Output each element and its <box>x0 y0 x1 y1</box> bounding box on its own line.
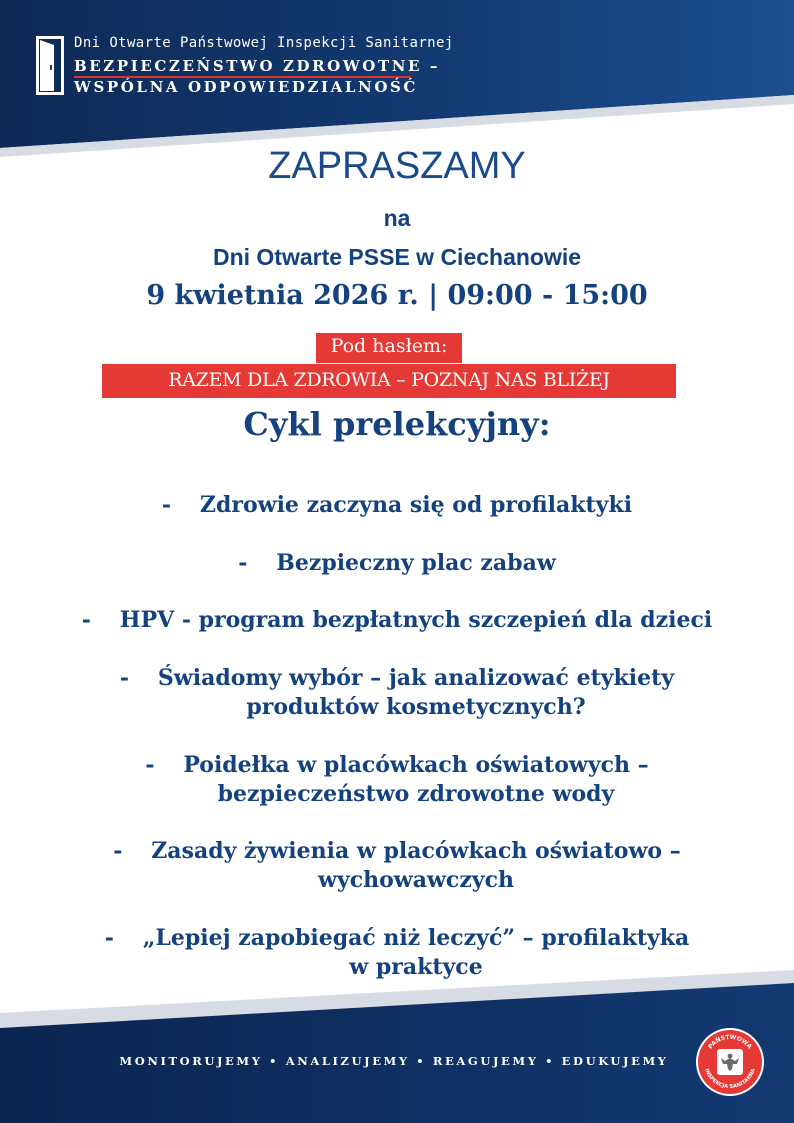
list-dash: - <box>119 665 130 691</box>
list-dash: - <box>161 492 172 518</box>
lecture-cycle-title: Cykl prelekcyjny: <box>243 405 551 443</box>
lecture-title: „Lepiej zapobiegać niż leczyć” – profilaktyka <box>142 925 690 951</box>
seal-text-top: PAŃSTWOWA <box>706 1033 754 1051</box>
slogan-text: RAZEM DLA ZDROWIA – POZNAJ NAS BLIŻEJ <box>168 369 610 391</box>
event-date: 9 kwietnia 2026 r. | 09:00 - 15:00 <box>146 280 648 311</box>
list-item <box>0 924 794 982</box>
lecture-title: Poidełka w placówkach oświatowych – <box>183 752 649 778</box>
seal-text-bottom: INSPEKCJA SANITARNA <box>703 1067 757 1091</box>
list-item <box>0 549 794 578</box>
list-item <box>0 606 794 635</box>
lecture-title: Zasady żywienia w placówkach oświatowo – <box>151 838 681 864</box>
inspection-seal-logo <box>695 1027 765 1097</box>
list-item <box>0 751 794 809</box>
lecture-title: HPV - program bezpłatnych szczepień dla dzieci <box>119 607 713 633</box>
page-title: ZAPRASZAMY <box>268 145 526 187</box>
list-item <box>0 837 794 895</box>
list-item <box>0 491 794 520</box>
door-logo-icon <box>36 36 66 96</box>
list-dash: - <box>145 752 155 778</box>
header-slogan-line2: WSPÓLNA ODPOWIEDZIALNOŚĆ <box>74 78 418 96</box>
list-item <box>0 664 794 722</box>
list-dash: - <box>238 550 248 576</box>
lecture-title: Świadomy wybór – jak analizować etykiety <box>157 665 675 691</box>
lecture-title-cont: bezpieczeństwo zdrowotne wody <box>217 781 615 807</box>
lecture-title-cont: produktów kosmetycznych? <box>246 694 586 720</box>
lecture-title: Bezpieczny plac zabaw <box>276 550 556 576</box>
header-event-name: Dni Otwarte Państwowej Inspekcji Sanitarnej <box>74 35 454 51</box>
lecture-title: Zdrowie zaczyna się od profilaktyki <box>199 492 633 518</box>
slogan-label: Pod hasłem: <box>330 335 448 357</box>
connector-text: na <box>383 205 411 231</box>
lecture-title-cont: w praktyce <box>349 954 483 980</box>
lecture-title-cont: wychowawczych <box>318 867 514 893</box>
list-dash: - <box>81 607 91 633</box>
list-dash: - <box>104 925 114 951</box>
list-dash: - <box>113 838 123 864</box>
header-slogan-line1: BEZPIECZEŃSTWO ZDROWOTNE – <box>74 57 440 75</box>
event-name: Dni Otwarte PSSE w Ciechanowie <box>212 244 582 270</box>
footer-motto: MONITORUJEMY • ANALIZUJEMY • REAGUJEMY • EDUKUJEMY <box>119 1054 669 1068</box>
